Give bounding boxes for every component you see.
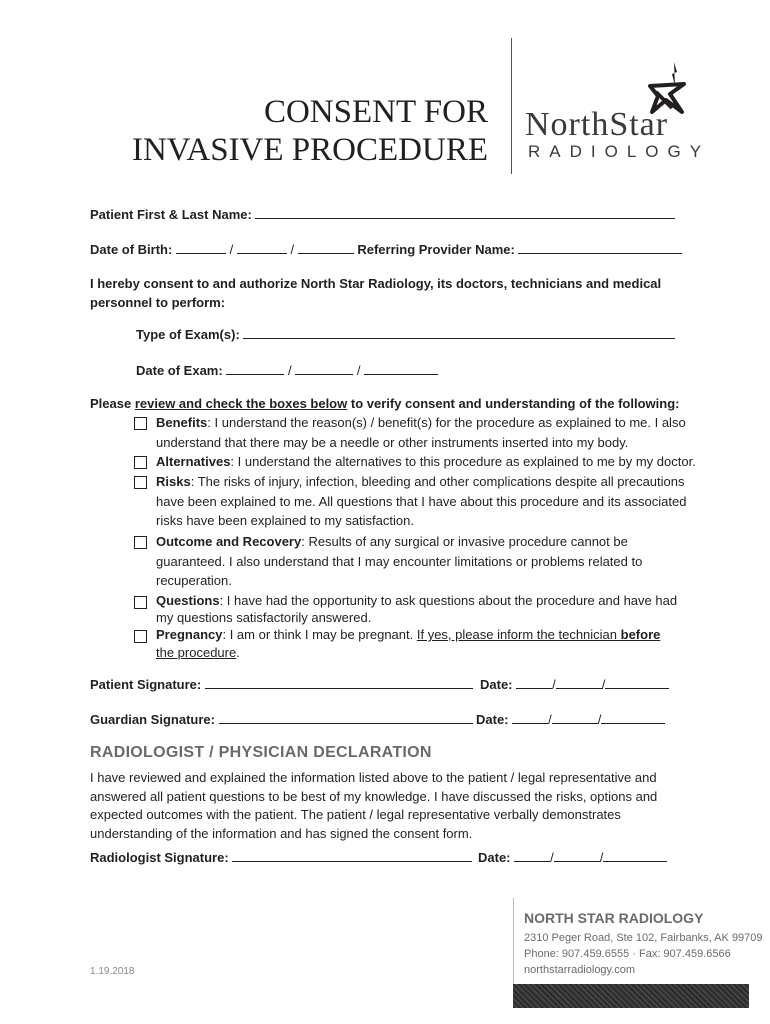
patient-date-label: Date: <box>480 677 513 692</box>
exam-type-field[interactable] <box>243 326 675 339</box>
exam-day-field[interactable] <box>295 362 353 375</box>
pregnancy-checkbox[interactable] <box>134 630 147 643</box>
alternatives-text: : I understand the alternatives to this procedure as explained to me by my doctor. <box>230 454 696 469</box>
exam-year-field[interactable] <box>364 362 438 375</box>
questions-title: Questions <box>156 593 220 608</box>
header-divider <box>511 38 512 174</box>
dob-slash-2: / <box>290 242 295 257</box>
questions-checkbox[interactable] <box>134 596 147 609</box>
pregnancy-inform-text: If yes, please inform the technician <box>416 627 621 642</box>
radiologist-date-slash-1: / <box>550 850 554 865</box>
instructions-underlined: review and check the boxes below <box>134 396 348 411</box>
checklist-instructions <box>90 396 679 412</box>
pregnancy-period: . <box>236 645 240 660</box>
dob-month-field[interactable] <box>176 241 226 254</box>
outcome-item <box>156 532 656 591</box>
brand-name-northstar: NorthStar <box>525 106 669 143</box>
patient-name-field[interactable] <box>255 206 675 219</box>
pregnancy-before-text: before <box>620 627 661 642</box>
radiologist-date-year[interactable] <box>603 849 667 862</box>
guardian-date-day[interactable] <box>552 711 598 724</box>
exam-slash-1: / <box>287 363 292 378</box>
pregnancy-text: : I am or think I may be pregnant. <box>222 627 417 642</box>
patient-name-row <box>90 206 675 223</box>
footer-address: 2310 Peger Road, Ste 102, Fairbanks, AK 99709 <box>524 932 763 944</box>
exam-slash-2: / <box>356 363 361 378</box>
alternatives-item <box>156 452 756 472</box>
patient-signature-field[interactable] <box>205 676 473 689</box>
patient-date-day[interactable] <box>556 676 602 689</box>
outcome-title: Outcome and Recovery <box>156 534 302 549</box>
dob-day-field[interactable] <box>237 241 287 254</box>
footer-website[interactable]: northstarradiology.com <box>524 964 636 976</box>
benefits-text: : I understand the reason(s) / benefit(s) for the procedure as explained to me. I also understand that there may be a needle or other instruments inserted into my body. <box>156 415 686 450</box>
outcome-text: : Results of any surgical or invasive procedure cannot be guaranteed. I also understand that I may encounter limitations or problems related to recuperation. <box>156 534 643 588</box>
risks-item <box>156 472 696 531</box>
pregnancy-item <box>156 626 686 662</box>
patient-date-row <box>480 676 669 693</box>
alternatives-title: Alternatives <box>156 454 231 469</box>
footer-phone-fax: Phone: 907.459.6555 · Fax: 907.459.6566 <box>524 948 731 960</box>
radiologist-date-day[interactable] <box>554 849 600 862</box>
guardian-signature-row <box>90 711 473 728</box>
alternatives-checkbox[interactable] <box>134 456 147 469</box>
footer-company-name: NORTH STAR RADIOLOGY <box>524 910 704 926</box>
pregnancy-end-text: the procedure <box>156 645 237 660</box>
radiologist-signature-label: Radiologist Signature: <box>90 850 229 865</box>
guardian-signature-field[interactable] <box>219 711 473 724</box>
radiologist-signature-field[interactable] <box>232 849 472 862</box>
exam-type-row <box>136 326 675 343</box>
form-title-line-1: CONSENT FOR <box>263 94 488 130</box>
questions-item <box>156 592 696 626</box>
questions-text: : I have had the opportunity to ask questions about the procedure and have had my questions satisfactorily answered. <box>156 593 678 625</box>
dob-slash-1: / <box>229 242 234 257</box>
patient-signature-label: Patient Signature: <box>90 677 202 692</box>
form-version: 1.19.2018 <box>90 966 135 977</box>
exam-type-label: Type of Exam(s): <box>136 327 240 342</box>
referring-provider-field[interactable] <box>518 241 682 254</box>
guardian-date-label: Date: <box>476 712 509 727</box>
pregnancy-title: Pregnancy <box>156 627 223 642</box>
referring-provider-label: Referring Provider Name: <box>357 242 515 257</box>
guardian-date-month[interactable] <box>512 711 548 724</box>
radiologist-date-month[interactable] <box>514 849 550 862</box>
footer-divider <box>513 898 514 986</box>
dob-year-field[interactable] <box>298 241 354 254</box>
instructions-suffix: to verify consent and understanding of the following: <box>347 396 680 411</box>
brand-name-radiology: RADIOLOGY <box>528 142 711 161</box>
instructions-prefix: Please <box>90 396 135 411</box>
exam-month-field[interactable] <box>226 362 284 375</box>
dob-row <box>90 241 682 258</box>
radiologist-date-slash-2: / <box>599 850 604 865</box>
risks-title: Risks <box>156 474 191 489</box>
declaration-text: I have reviewed and explained the information listed above to the patient / legal representative and answered all patient questions to be best of my knowledge. I have discussed the risks, options and expected outcomes with the patient. The patient / legal representative verbally demonstrates understanding of the information and has signed the consent form. <box>90 770 658 841</box>
radiologist-signature-row <box>90 849 472 866</box>
consent-statement: I hereby consent to and authorize North Star Radiology, its doctors, technicians and medical personnel to perform: <box>90 276 662 310</box>
patient-date-slash-1: / <box>552 677 556 692</box>
patient-date-month[interactable] <box>516 676 552 689</box>
benefits-item <box>156 413 716 452</box>
exam-date-row <box>136 362 438 379</box>
radiologist-date-label: Date: <box>478 850 511 865</box>
dob-label: Date of Birth: <box>90 242 173 257</box>
radiologist-date-row <box>478 849 667 866</box>
patient-signature-row <box>90 676 473 693</box>
guardian-date-slash-2: / <box>597 712 602 727</box>
declaration-heading: RADIOLOGIST / PHYSICIAN DECLARATION <box>90 744 432 761</box>
risks-text: : The risks of injury, infection, bleeding and other complications despite all precautions have been explained to me. All questions that I have about this procedure and its associated risks have been explained to my satisfaction. <box>156 474 687 528</box>
guardian-date-row <box>476 711 665 728</box>
benefits-checkbox[interactable] <box>134 417 147 430</box>
footer-bar <box>513 984 749 1008</box>
outcome-checkbox[interactable] <box>134 536 147 549</box>
patient-name-label: Patient First & Last Name: <box>90 207 252 222</box>
patient-date-year[interactable] <box>605 676 669 689</box>
exam-date-label: Date of Exam: <box>136 363 223 378</box>
form-title-line-2: INVASIVE PROCEDURE <box>131 132 488 168</box>
guardian-date-slash-1: / <box>548 712 552 727</box>
risks-checkbox[interactable] <box>134 476 147 489</box>
patient-date-slash-2: / <box>601 677 606 692</box>
guardian-signature-label: Guardian Signature: <box>90 712 215 727</box>
benefits-title: Benefits <box>156 415 208 430</box>
guardian-date-year[interactable] <box>601 711 665 724</box>
